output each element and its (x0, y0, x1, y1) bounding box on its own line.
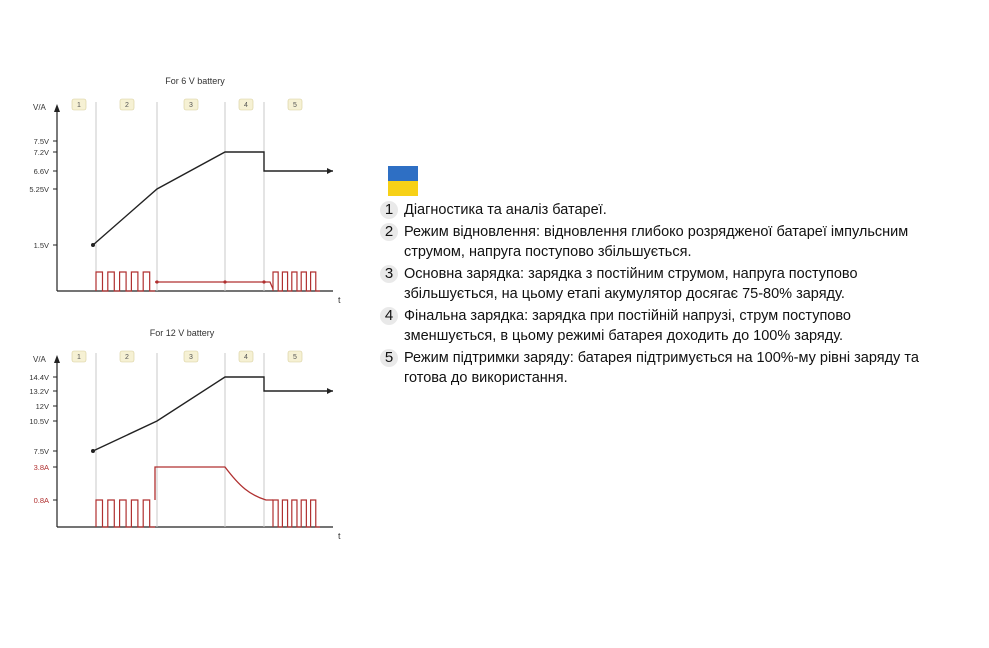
legend-item (380, 200, 940, 220)
voltage-line (93, 377, 333, 451)
legend-item (380, 264, 940, 304)
stage-number-badge: 1 (380, 201, 398, 219)
legend-item-text: Фінальна зарядка: зарядка при постійній напрузі, струм поступово зменшується, в цьому режимі батарея доходить до 100% заряду. (404, 308, 851, 344)
current-point (223, 280, 226, 283)
voltage-line (93, 152, 333, 245)
y-tick-label: 1.5V (33, 241, 49, 250)
stage-badge-label: 4 (244, 102, 248, 109)
stage-number-badge: 2 (380, 223, 398, 241)
ukraine-flag-icon (388, 166, 418, 196)
stage-badge-label: 3 (189, 102, 193, 109)
current-line (155, 467, 273, 500)
voltage-start-point (91, 243, 95, 247)
stage-badge-label: 5 (293, 102, 297, 109)
y-tick-label: 3.8A (33, 463, 49, 472)
charging-diagrams (0, 0, 370, 648)
y-tick-label: 12V (35, 402, 49, 411)
chart-title: For 12 V battery (149, 328, 215, 338)
stage-number-badge: 3 (380, 265, 398, 283)
y-axis-label: V/A (33, 355, 46, 364)
y-tick-label: 5.25V (29, 185, 49, 194)
legend-item-text: Режим підтримки заряду: батарея підтримується на 100%-му рівні заряду та готова до використання. (404, 350, 919, 386)
y-tick-label: 13.2V (29, 387, 49, 396)
y-tick-label: 14.4V (29, 373, 49, 382)
legend-item (380, 306, 940, 346)
current-line (155, 282, 273, 289)
y-tick-label: 6.6V (33, 167, 49, 176)
y-axis-label: V/A (33, 103, 46, 112)
current-pulses-recovery (96, 272, 155, 291)
stage-legend (380, 200, 940, 390)
current-pulses-maintenance (273, 272, 320, 291)
y-tick-label: 10.5V (29, 417, 49, 426)
stage-badge-label: 2 (125, 102, 129, 109)
stage-badge-label: 2 (125, 354, 129, 361)
stage-number-badge: 4 (380, 307, 398, 325)
legend-item (380, 222, 940, 262)
x-axis-label: t (338, 295, 341, 305)
voltage-start-point (91, 449, 95, 453)
voltage-arrow (327, 168, 333, 174)
chart-title: For 6 V battery (165, 76, 225, 86)
y-axis-arrow (54, 104, 60, 112)
x-axis-label: t (338, 531, 341, 541)
current-point (155, 280, 158, 283)
legend-item-text: Режим відновлення: відновлення глибоко розрядженої батареї імпульсним струмом, напруга поступово збільшується. (404, 224, 909, 260)
stage-badge-label: 1 (77, 354, 81, 361)
stage-badge-label: 5 (293, 354, 297, 361)
voltage-arrow (327, 388, 333, 394)
legend-item-text: Діагностика та аналіз батареї. (404, 202, 607, 218)
stage-badge-label: 4 (244, 354, 248, 361)
legend-item (380, 348, 940, 388)
legend-item-text: Основна зарядка: зарядка з постійним струмом, напруга поступово збільшується, на цьому етапі акумулятор досягає 75-80% заряду. (404, 266, 858, 302)
flag-yellow-stripe (388, 181, 418, 196)
y-tick-label: 7.5V (33, 447, 49, 456)
y-axis-arrow (54, 355, 60, 363)
current-pulses-recovery (96, 500, 155, 527)
current-point (262, 280, 265, 283)
current-pulses-maintenance (273, 500, 320, 527)
y-tick-label: 0.8A (33, 496, 49, 505)
stage-badge-label: 3 (189, 354, 193, 361)
stage-badge-label: 1 (77, 102, 81, 109)
stage-number-badge: 5 (380, 349, 398, 367)
y-tick-label: 7.2V (33, 148, 49, 157)
y-tick-label: 7.5V (33, 137, 49, 146)
flag-blue-stripe (388, 166, 418, 181)
